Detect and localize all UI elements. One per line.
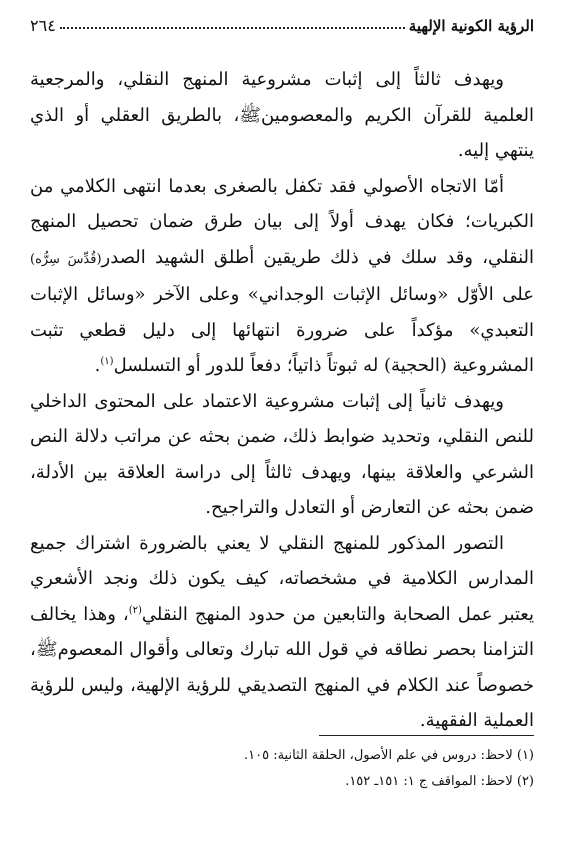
footnotes [30, 743, 534, 795]
footnote-separator [319, 735, 534, 736]
footnote-ref: (١) [100, 356, 114, 367]
paragraph: ويهدف ثانياً إلى إثبات مشروعية الاعتماد على المحتوى الداخلي للنص النقلي، وتحديد ضوابط ذلك، ضمن بحثه عن مراتب دلالة النص الشرعي والعلاقة بينها، ويهدف ثالثاً إلى دراسة العلاقة بين الأدلة، ضمن بحثه عن التعارض أو التعادل والتراجيح. [30, 390, 534, 518]
header-dotted-leader [60, 27, 405, 29]
page-number: ٢٦٤ [30, 16, 56, 35]
honorific-symbol: ﷺ [239, 104, 262, 126]
footnote: (٢) لاحظ: المواقف ج ١: ١٥١ـ ١٥٢. [345, 774, 534, 789]
footnote: (١) لاحظ: دروس في علم الأصول، الحلقة الثانية: ١٠٥. [243, 748, 534, 763]
running-title: الرؤية الكونية الإلهية [408, 17, 534, 35]
paragraph: التصور المذكور للمنهج النقلي لا يعني بالضرورة اشتراك جميع المدارس الكلامية في مشخصاته، كيف يكون ذلك ونجد الأشعري يعتبر عمل الصحابة والتابعين من حدود المنهج النقلي$^{(٢)}$، وهذا يخالف التزامنا بحصر نطاقه في قول الله تبارك وتعالى وأقوال المعصومﷺ، خصوصاً عند الكلام في المنهج التصديقي للرؤية الإلهية، وليس للرؤية العملية الفقهية. [30, 532, 534, 731]
footnote-ref: (٢) [128, 604, 142, 616]
honorific-symbol: ﷺ [35, 639, 58, 660]
body-text [30, 62, 534, 739]
paragraph: ويهدف ثالثاً إلى إثبات مشروعية المنهج النقلي، والمرجعية العلمية للقرآن الكريم والمعصومينﷺ، بالطريق العقلي أو الذي ينتهي إليه. [30, 69, 534, 161]
running-header [30, 11, 534, 35]
honorific-symbol: (قُدِّسَ سِرُّه) [30, 251, 102, 267]
paragraph: أمّا الاتجاه الأصولي فقد تكفل بالصغرى بعدما انتهى الكلامي من الكبريات؛ فكان يهدف أولاً إلى بيان طرق ضمان تحصيل المنهج النقلي، وقد سلك في ذلك طريقين أطلق الشهيد الصدر(قُدِّسَ سِرُّه) على الأوّل «وسائل الإثبات الوجداني» وعلى الآخر «وسائل الإثبات التعبدي» مؤكداً على ضرورة انتهائها إلى دليل قطعي تثبت المشروعية (الحجية) له ثبوتاً ذاتياً؛ دفعاً للدور أو التسلسل$^{(١)}$. [30, 175, 534, 376]
